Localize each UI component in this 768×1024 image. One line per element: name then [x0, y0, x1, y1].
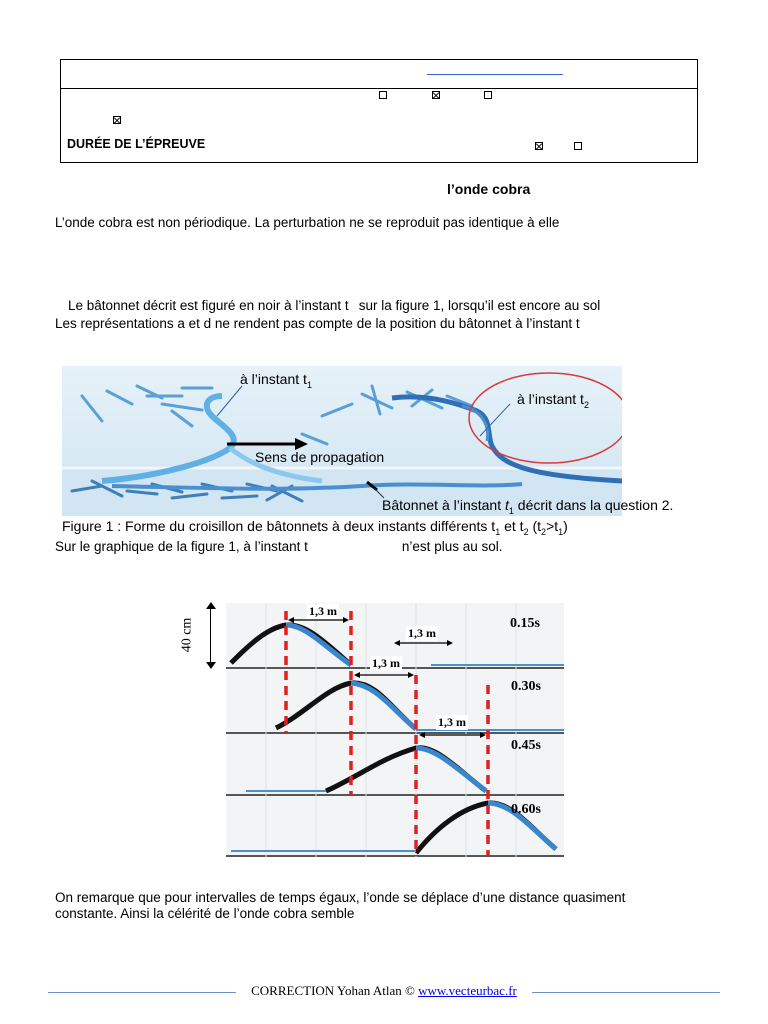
paragraph-conclusion-line1: On remarque que pour intervalles de temps égaux, l’onde se déplace d’une distance quasiment [55, 890, 626, 905]
paragraph-text: sur la figure 1, lorsqu’il est encore au sol [358, 298, 601, 313]
paragraph-text: n’est plus au sol. [401, 539, 503, 554]
caption-subscript: 1 [495, 526, 501, 537]
distance-label: 1,3 m [309, 604, 337, 618]
caption-text: >t [546, 518, 559, 534]
label-subscript: 1 [508, 505, 514, 516]
header-table [60, 59, 698, 163]
time-label: 0.15s [510, 616, 540, 631]
paragraph-graph-observation [55, 539, 502, 555]
paragraph-representations: Les représentations a et d ne rendent pas compte de la position du bâtonnet à l’instant t [55, 316, 580, 331]
distance-label: 1,3 m [438, 715, 466, 729]
caption-subscript: 2 [523, 526, 529, 537]
figure-1-caption [62, 518, 568, 537]
paragraph-stick-description [68, 298, 600, 314]
checkbox-empty[interactable] [484, 91, 492, 99]
figure-1-label-t1 [240, 371, 312, 390]
label-text: à l’instant t [517, 391, 584, 407]
caption-text: ) [563, 518, 568, 534]
label-subscript: 1 [306, 379, 312, 390]
paragraph-text: Sur le graphique de la figure 1, à l’instant t [55, 539, 308, 554]
caption-subscript: 2 [541, 526, 547, 537]
header-row-divider [61, 88, 697, 89]
arrow-up-icon [206, 602, 216, 609]
distance-label: 1,3 m [372, 656, 400, 670]
duration-label: DURÉE DE L’ÉPREUVE [67, 137, 206, 151]
time-label: 0.30s [511, 679, 541, 694]
figure-1-image [62, 366, 622, 516]
paragraph-periodicity: L’onde cobra est non périodique. La perturbation ne se reproduit pas identique à elle [55, 215, 560, 230]
figure-1-label-t2 [517, 391, 589, 410]
label-text: t [504, 497, 509, 513]
arrow-down-icon [206, 662, 216, 669]
label-text: Bâtonnet à l’instant [382, 497, 505, 513]
time-label: 0.60s [511, 802, 541, 817]
figure-2-timelapse [226, 603, 564, 857]
figure-2-height-arrow [210, 604, 211, 666]
figure-2-height-label: 40 cm [179, 617, 195, 653]
footer [0, 983, 768, 999]
label-text: à l’instant t [240, 371, 307, 387]
checkbox-checked[interactable] [535, 142, 543, 150]
caption-text: (t [528, 518, 542, 534]
footer-text: CORRECTION Yohan Atlan © [251, 983, 419, 998]
section-title: l’onde cobra [447, 181, 531, 197]
figure-1-propagation-label: Sens de propagation [255, 449, 385, 465]
footer-link[interactable]: www.vecteurbac.fr [418, 983, 517, 998]
distance-label: 1,3 m [408, 626, 436, 640]
checkbox-empty[interactable] [574, 142, 582, 150]
checkbox-checked[interactable] [113, 116, 121, 124]
caption-text: Figure 1 : Forme du croisillon de bâtonnets à deux instants différents t [62, 518, 496, 534]
header-link-underline[interactable] [427, 74, 563, 75]
checkbox-checked[interactable] [432, 91, 440, 99]
paragraph-text: Le bâtonnet décrit est figuré en noir à l’instant t [68, 298, 349, 313]
label-subscript: 2 [583, 399, 589, 410]
figure-1-stick-label [382, 497, 673, 516]
caption-subscript: 1 [558, 526, 564, 537]
caption-text: et t [500, 518, 524, 534]
checkbox-empty[interactable] [379, 91, 387, 99]
time-label: 0.45s [511, 738, 541, 753]
label-text: décrit dans la question 2. [513, 497, 674, 513]
paragraph-conclusion-line2: constante. Ainsi la célérité de l’onde cobra semble [55, 906, 355, 921]
